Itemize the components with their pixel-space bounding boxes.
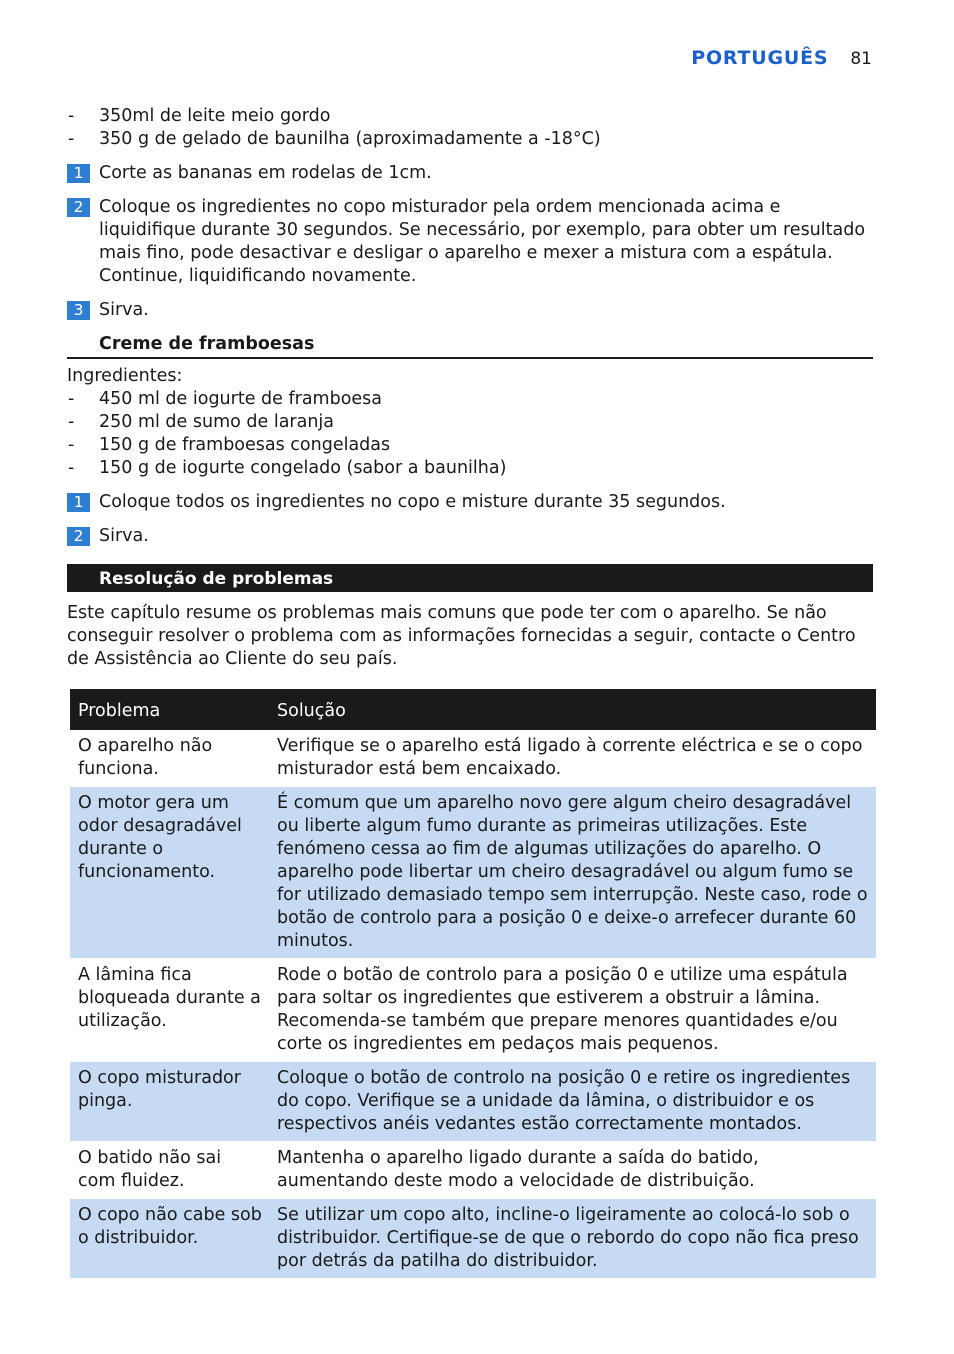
- table-row: [70, 1199, 876, 1279]
- ingredients-label: Ingredientes:: [67, 366, 183, 386]
- language-label: PORTUGUÊS: [691, 47, 829, 69]
- solution-cell: Verifique se o aparelho está ligado à corrente eléctrica e se o copo misturador está bem encaixado.: [269, 730, 876, 787]
- table-row: [70, 959, 876, 1062]
- list-item: - 350 g de gelado de baunilha (aproximadamente a -18°C): [68, 129, 601, 149]
- section-intro: Este capítulo resume os problemas mais comuns que pode ter com o aparelho. Se não conseguir resolver o problema com as informações fornecidas a seguir, contacte o Centro de Assistência ao Cliente do seu país.: [67, 603, 856, 669]
- page-number: 81: [850, 49, 872, 69]
- step-number-badge: 2: [67, 527, 90, 546]
- list-item-text: 150 g de iogurte congelado (sabor a baunilha): [99, 458, 507, 478]
- problem-cell: A lâmina fica bloqueada durante a utilização.: [70, 959, 269, 1062]
- list-item: - 150 g de iogurte congelado (sabor a baunilha): [68, 458, 507, 478]
- step-item: [67, 525, 873, 548]
- step-text: Sirva.: [99, 300, 149, 320]
- step-item: [67, 491, 873, 514]
- list-item: - 250 ml de sumo de laranja: [68, 412, 335, 432]
- list-item: - 450 ml de iogurte de framboesa: [68, 389, 383, 409]
- page-header: [691, 47, 872, 69]
- section-heading: Resolução de problemas: [67, 564, 873, 592]
- table-row: [70, 1142, 876, 1199]
- step-number-badge: 2: [67, 198, 90, 217]
- problem-cell: O batido não sai com fluidez.: [70, 1142, 269, 1199]
- list-item-text: 250 ml de sumo de laranja: [99, 412, 335, 432]
- column-header-solution: Solução: [269, 689, 876, 730]
- problem-cell: O copo não cabe sob o distribuidor.: [70, 1199, 269, 1279]
- recipe-title: Creme de framboesas: [67, 333, 873, 359]
- list-item-text: 450 ml de iogurte de framboesa: [99, 389, 383, 409]
- step-item: [67, 299, 873, 322]
- step-text: Sirva.: [99, 526, 149, 546]
- table-row: [70, 730, 876, 787]
- solution-cell: É comum que um aparelho novo gere algum cheiro desagradável ou liberte algum fumo durante as primeiras utilizações. Este fenómeno cessa ao fim de algumas utilizações do aparelho. O aparelho pode libertar um cheiro desagradável ou algum fumo se for utilizado demasiado tempo sem interrupção. Neste caso, rode o botão de controlo para a posição 0 e deixe-o arrefecer durante 60 minutos.: [269, 787, 876, 959]
- step-text: Corte as bananas em rodelas de 1cm.: [99, 163, 432, 183]
- troubleshooting-table: [70, 689, 876, 1279]
- table-header-row: [70, 689, 876, 730]
- list-item-text: 350ml de leite meio gordo: [99, 106, 331, 126]
- step-item: [67, 162, 873, 185]
- step-text: Coloque os ingredientes no copo misturador pela ordem mencionada acima e liquidifique durante 30 segundos. Se necessário, por exemplo, para obter um resultado mais fino, pode desactivar e desligar o aparelho e mexer a mistura com a espátula. Continue, liquidificando novamente.: [99, 197, 866, 286]
- solution-cell: Coloque o botão de controlo na posição 0 e retire os ingredientes do copo. Verifique se a unidade da lâmina, o distribuidor e os respectivos anéis vedantes estão correctamente montados.: [269, 1062, 876, 1142]
- step-text: Coloque todos os ingredientes no copo e misture durante 35 segundos.: [99, 492, 726, 512]
- step-item: [67, 196, 873, 288]
- table-row: [70, 1062, 876, 1142]
- table-row: [70, 787, 876, 959]
- list-item: - 350ml de leite meio gordo: [68, 106, 331, 126]
- step-number-badge: 1: [67, 164, 90, 183]
- problem-cell: O motor gera um odor desagradável durante o funcionamento.: [70, 787, 269, 959]
- list-item-text: 350 g de gelado de baunilha (aproximadamente a -18°C): [99, 129, 601, 149]
- step-number-badge: 3: [67, 301, 90, 320]
- column-header-problem: Problema: [70, 689, 269, 730]
- page-content: [67, 105, 873, 1279]
- solution-cell: Rode o botão de controlo para a posição 0 e utilize uma espátula para soltar os ingredientes que estiverem a obstruir a lâmina. Recomenda-se também que prepare menores quantidades e/ou corte os ingredientes em pedaços mais pequenos.: [269, 959, 876, 1062]
- list-item-text: 150 g de framboesas congeladas: [99, 435, 391, 455]
- step-number-badge: 1: [67, 493, 90, 512]
- problem-cell: O copo misturador pinga.: [70, 1062, 269, 1142]
- problem-cell: O aparelho não funciona.: [70, 730, 269, 787]
- solution-cell: Mantenha o aparelho ligado durante a saída do batido, aumentando deste modo a velocidade de distribuição.: [269, 1142, 876, 1199]
- list-item: - 150 g de framboesas congeladas: [68, 435, 391, 455]
- solution-cell: Se utilizar um copo alto, incline-o ligeiramente ao colocá-lo sob o distribuidor. Certifique-se de que o rebordo do copo não fica preso por detrás da patilha do distribuidor.: [269, 1199, 876, 1279]
